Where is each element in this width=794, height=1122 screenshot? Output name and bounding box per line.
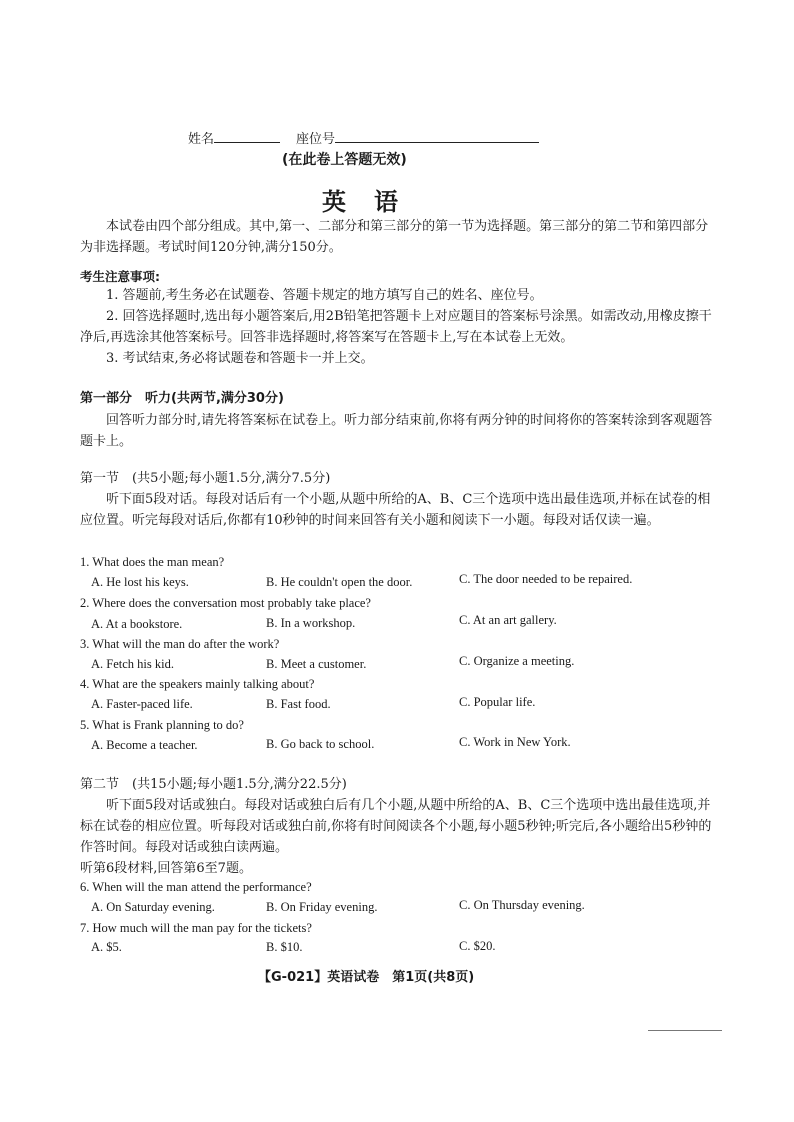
- option-a: A. On Saturday evening.: [91, 900, 215, 914]
- seat-blank: [335, 128, 539, 143]
- option-b: B. He couldn't open the door.: [266, 575, 413, 589]
- question-text: 4. What are the speakers mainly talking about?: [80, 677, 315, 691]
- question-text: 6. When will the man attend the performance?: [80, 880, 312, 894]
- name-label: 姓名: [188, 132, 215, 147]
- section2-instructions: 听下面5段对话或独白。每段对话或独白后有几个小题,从题中所给的A、B、C三个选项中选出最佳选项,并标在试卷的相应位置。听每段对话或独白前,你将有时间阅读各个小题,每小题5秒钟;听完后,各小题给出5秒钟的作答时间。每段对话或独白读两遍。: [80, 798, 712, 855]
- intro-text: 本试卷由四个部分组成。其中,第一、二部分和第三部分的第一节为选择题。第三部分的第二节和第四部分为非选择题。考试时间120分钟,满分150分。: [80, 219, 709, 255]
- option-a: A. $5.: [91, 940, 122, 954]
- question-text: 7. How much will the man pay for the tickets?: [80, 921, 312, 935]
- note-item: 2. 回答选择题时,选出每小题答案后,用2B铅笔把答题卡上对应题目的答案标号涂黑。如需改动,用橡皮擦干净后,再选涂其他答案标号。回答非选择题时,将答案写在答题卡上,写在本试卷上无效。: [80, 309, 712, 345]
- option-c: C. At an art gallery.: [459, 613, 557, 627]
- section2-heading: 第二节 (共15小题;每小题1.5分,满分22.5分): [80, 777, 347, 792]
- name-field-row: [188, 128, 539, 150]
- page-footer: 【G-021】英语试卷 第1页(共8页): [258, 970, 475, 985]
- note-item: 1. 答题前,考生务必在试题卷、答题卡规定的地方填写自己的姓名、座位号。: [106, 288, 543, 303]
- option-a: A. Become a teacher.: [91, 738, 198, 752]
- question-text: 1. What does the man mean?: [80, 555, 225, 569]
- section2-material: 听第6段材料,回答第6至7题。: [80, 861, 252, 876]
- option-b: B. Go back to school.: [266, 737, 375, 751]
- section1-heading: 第一节 (共5小题;每小题1.5分,满分7.5分): [80, 471, 331, 486]
- option-b: B. Meet a customer.: [266, 657, 367, 671]
- option-b: B. $10.: [266, 940, 303, 954]
- option-b: B. In a workshop.: [266, 616, 356, 630]
- option-a: A. He lost his keys.: [91, 575, 189, 589]
- name-blank: [214, 128, 280, 143]
- option-c: C. On Thursday evening.: [459, 898, 585, 912]
- option-a: A. Faster-paced life.: [91, 697, 193, 711]
- question-text: 5. What is Frank planning to do?: [80, 718, 244, 732]
- option-c: C. $20.: [459, 939, 496, 953]
- seat-label: 座位号: [296, 132, 336, 147]
- notes-heading: 考生注意事项:: [80, 269, 160, 284]
- option-c: C. Popular life.: [459, 695, 536, 709]
- option-c: C. Organize a meeting.: [459, 654, 575, 668]
- note-item: 3. 考试结束,务必将试题卷和答题卡一并上交。: [106, 351, 374, 366]
- question-text: 2. Where does the conversation most probably take place?: [80, 596, 371, 610]
- option-b: B. On Friday evening.: [266, 900, 378, 914]
- option-a: A. Fetch his kid.: [91, 657, 174, 671]
- invalid-notice: (在此卷上答题无效): [282, 152, 407, 168]
- part1-instructions: 回答听力部分时,请先将答案标在试卷上。听力部分结束前,你将有两分钟的时间将你的答案转涂到客观题答题卡上。: [80, 413, 713, 449]
- option-c: C. Work in New York.: [459, 735, 571, 749]
- section1-instructions: 听下面5段对话。每段对话后有一个小题,从题中所给的A、B、C三个选项中选出最佳选项,并标在试卷的相应位置。听完每段对话后,你都有10秒钟的时间来回答有关小题和阅读下一小题。每段对话仅读一遍。: [80, 492, 711, 528]
- scan-artifact-line: [648, 1030, 722, 1031]
- exam-title: 英语: [322, 188, 426, 216]
- option-b: B. Fast food.: [266, 697, 331, 711]
- option-a: A. At a bookstore.: [91, 617, 183, 631]
- option-c: C. The door needed to be repaired.: [459, 572, 633, 586]
- question-text: 3. What will the man do after the work?: [80, 637, 280, 651]
- part1-heading: 第一部分 听力(共两节,满分30分): [80, 391, 284, 406]
